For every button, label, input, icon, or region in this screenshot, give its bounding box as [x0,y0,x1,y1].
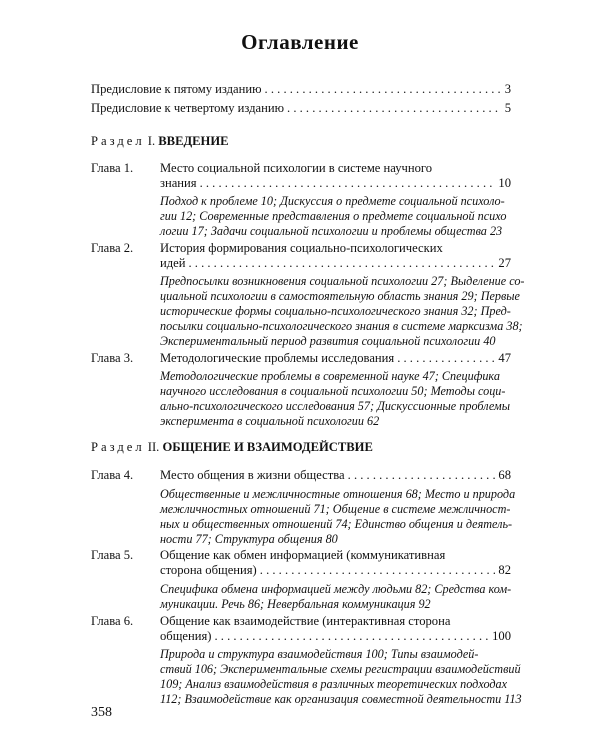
chapter-title[interactable]: Место социальной психологии в системе научного [160,161,433,175]
toc-entry-preface-4[interactable]: Предисловие к четвертому изданию . . . 5 [91,101,511,116]
chapter-label: Глава 2. [91,241,134,255]
leader-dots [348,468,496,483]
chapter-label: Глава 5. [91,548,134,562]
leader-dots [200,176,496,191]
page-title: Оглавление [241,30,359,54]
toc-entry-chapter-6[interactable]: общения) . . . 100 [160,629,511,644]
leader-dots [265,82,502,97]
page-ref: 47 [498,351,511,365]
chapter-topics: Общественные и межличностные отношения 68; Место и природа межличностных отношений 71; Общение в системе межличност- ных и общественных отношений 74; Единство общения и деятель- ности 77; Структура общения 80 [160,487,516,546]
page-ref: 3 [504,82,511,96]
chapter-topics: Подход к проблеме 10; Дискуссия о предмете социальной психоло- гии 12; Современные представления о предмете социальной психо логии 17; Задачи социальной психологии и проблемы общества 23 [160,194,507,238]
leader-dots [214,629,489,644]
chapter-topics: Природа и структура взаимодействия 100; Типы взаимодей- ствий 106; Экспериментальные схемы регистрации взаимодействий 109; Анализ взаимодействия в различных теоретических подходах 112; Взаимодействие как организация совместной деятельности 113 [160,647,522,706]
toc-entry-chapter-5[interactable]: сторона общения) . . . 82 [160,563,511,578]
chapter-label: Глава 4. [91,468,134,482]
chapter-label: Глава 1. [91,161,134,175]
toc-entry-chapter-3[interactable]: Методологические проблемы исследования . . . 47 [160,351,511,366]
section-heading-1[interactable]: Раздел I. ВВЕДЕНИЕ [91,134,229,148]
leader-dots [188,256,495,271]
leader-dots [397,351,495,366]
section-heading-2[interactable]: Раздел II. ОБЩЕНИЕ И ВЗАИМОДЕЙСТВИЕ [91,440,373,454]
page-ref: 100 [492,629,511,643]
chapter-label: Глава 3. [91,351,134,365]
chapter-topics: Методологические проблемы в современной науке 47; Специфика научного исследования в социальной психологии 50; Методы соци- ально-психологического исследования 57; Дискуссионные проблемы эксперимента в социальной психологии 62 [160,369,510,428]
chapter-topics: Специфика обмена информацией между людьми 82; Средства ком- муникации. Речь 86; Невербальная коммуникация 92 [160,582,512,611]
page-ref: 27 [498,256,511,270]
toc-entry-chapter-1[interactable]: знания . . . 10 [160,176,511,191]
chapter-title[interactable]: Общение как обмен информацией (коммуникативная [160,548,446,562]
chapter-title[interactable]: История формирования социально-психологических [160,241,443,255]
page-number: 358 [91,705,112,720]
page-ref: 10 [498,176,511,190]
leader-dots [260,563,496,578]
chapter-label: Глава 6. [91,614,134,628]
toc-entry-chapter-2[interactable]: идей . . . 27 [160,256,511,271]
page-ref: 5 [504,101,511,115]
page-ref: 68 [498,468,511,482]
toc-entry-preface-5[interactable]: Предисловие к пятому изданию . . . 3 [91,82,511,97]
toc-entry-chapter-4[interactable]: Место общения в жизни общества . . . 68 [160,468,511,483]
chapter-topics: Предпосылки возникновения социальной психологии 27; Выделение со- циальной психологии в самостоятельную область знания 29; Первые исторические формы социально-психологического знания 32; Пред- посылки социально-психологического знания в системе марксизма 38; Экспериментальный период развития социальной психологии 40 [160,274,525,348]
page-ref: 82 [498,563,511,577]
leader-dots [287,101,502,116]
chapter-title[interactable]: Общение как взаимодействие (интерактивная сторона [160,614,451,628]
